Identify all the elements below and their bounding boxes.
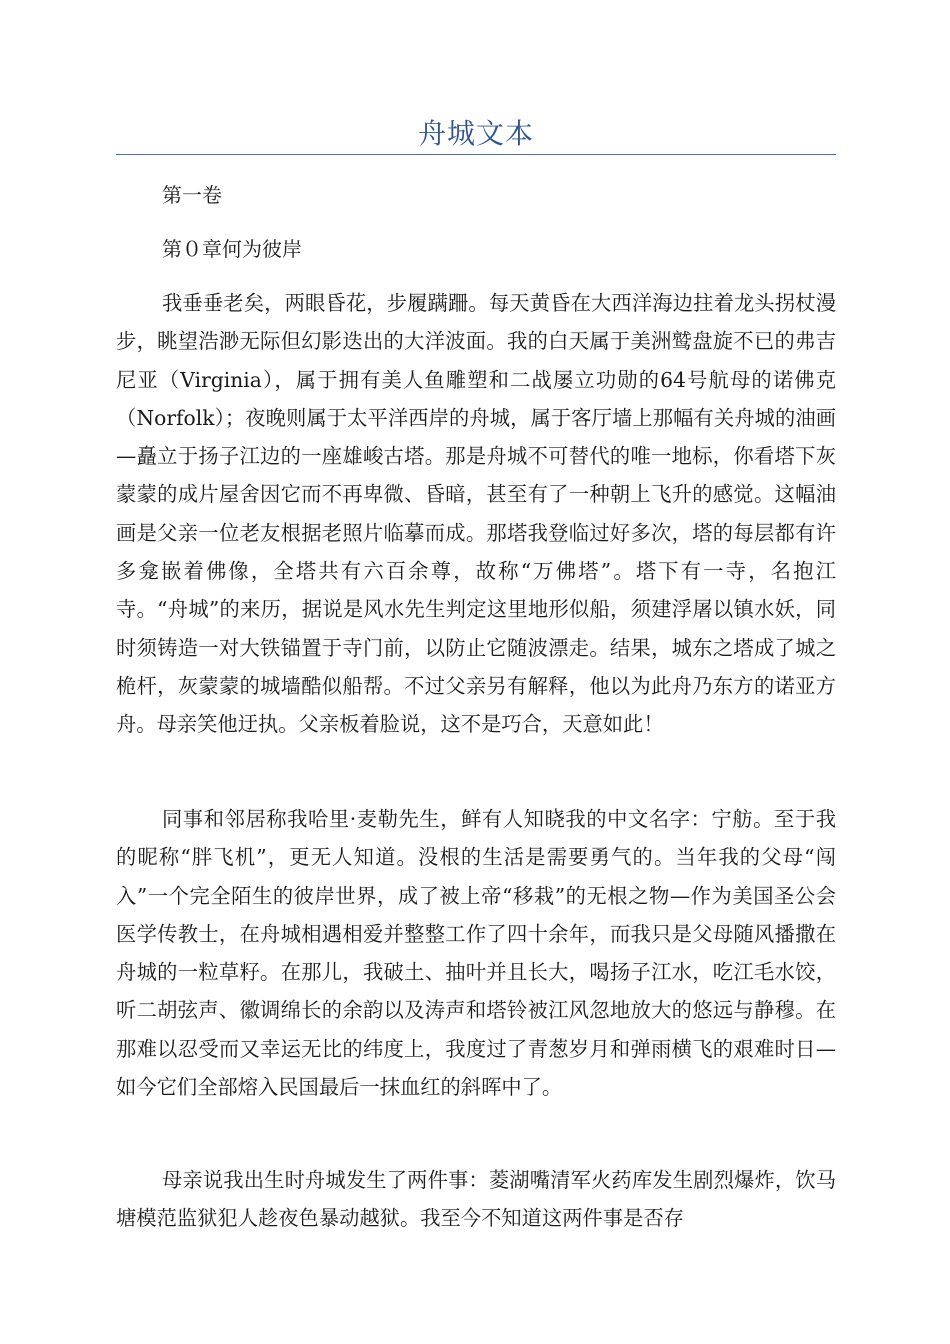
volume-heading: 第一卷 [162, 183, 222, 207]
body-paragraph: 母亲说我出生时舟城发生了两件事：菱湖嘴清军火药库发生剧烈爆炸，饮马塘模范监狱犯人趁夜色暴动越狱。我至今不知道这两件事是否存 [116, 1168, 836, 1231]
body-paragraph: 同事和邻居称我哈里·麦勒先生，鲜有人知晓我的中文名字：宁舫。至于我的昵称“胖飞机”，更无人知道。没根的生活是需要勇气的。当年我的父母“闯入”一个完全陌生的彼岸世界，成了被上帝“移栽”的无根之物—作为美国圣公会医学传教士，在舟城相遇相爱并整整工作了四十余年，而我只是父母随风播撒在舟城的一粒草籽。在那儿，我破土、抽叶并且长大，喝扬子江水，吃江毛水饺，听二胡弦声、徽调绵长的余韵以及涛声和塔铃被江风忽地放大的悠远与静穆。在那难以忍受而又幸运无比的纬度上，我度过了青葱岁月和弹雨横飞的艰难时日—如今它们全部熔入民国最后一抹血红的斜晖中了。 [116, 807, 836, 1100]
chapter-heading: 第０章何为彼岸 [162, 237, 302, 261]
title-underline [116, 154, 836, 155]
document-title: 舟城文本 [417, 117, 534, 150]
body-paragraph: 我垂垂老矣，两眼昏花，步履蹒跚。每天黄昏在大西洋海边拄着龙头拐杖漫步，眺望浩渺无际但幻影迭出的大洋波面。我的白天属于美洲鹫盘旋不已的弗吉尼亚（Virginia），属于拥有美人鱼雕塑和二战屡立功勋的64号航母的诺佛克（Norfolk）；夜晚则属于太平洋西岸的舟城，属于客厅墙上那幅有关舟城的油画—矗立于扬子江边的一座雄峻古塔。那是舟城不可替代的唯一地标，你看塔下灰蒙蒙的成片屋舍因它而不再卑微、昏暗，甚至有了一种朝上飞升的感觉。这幅油画是父亲一位老友根据老照片临摹而成。那塔我登临过好多次，塔的每层都有许多龛嵌着佛像，全塔共有六百余尊，故称“万佛塔”。塔下有一寺，名抱江寺。“舟城”的来历，据说是风水先生判定这里地形似船，须建浮屠以镇水妖，同时须铸造一对大铁锚置于寺门前，以防止它随波漂走。结果，城东之塔成了城之桅杆，灰蒙蒙的城墙酷似船帮。不过父亲另有解释，他以为此舟乃东方的诺亚方舟。母亲笑他迂执。父亲板着脸说，这不是巧合，天意如此！ [116, 291, 836, 737]
